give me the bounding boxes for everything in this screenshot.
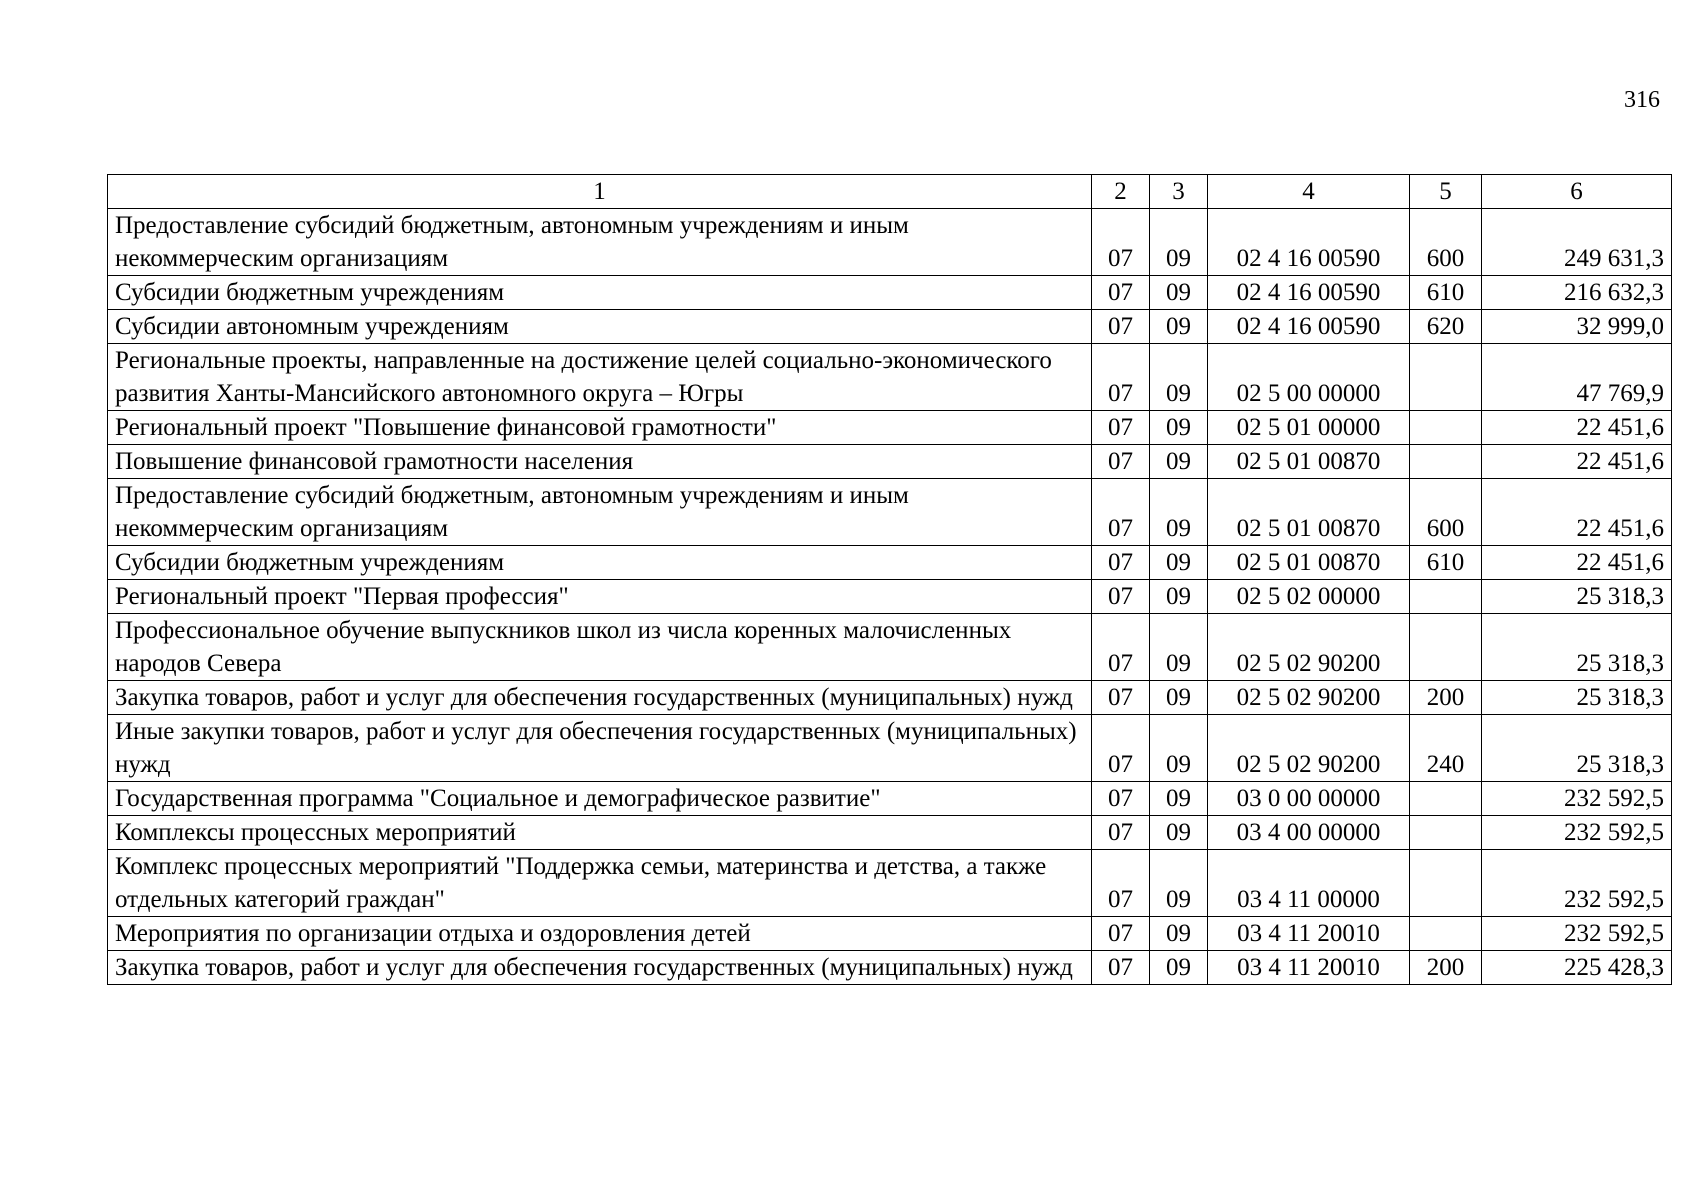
budget-table — [107, 174, 1672, 985]
row-name-cell: Региональный проект "Повышение финансовой грамотности" — [108, 411, 1092, 445]
row-expense-type-cell — [1410, 445, 1482, 479]
row-amount-cell: 22 451,6 — [1482, 445, 1672, 479]
table-row — [108, 310, 1672, 344]
row-amount-cell: 232 592,5 — [1482, 816, 1672, 850]
row-amount-cell: 249 631,3 — [1482, 209, 1672, 276]
row-section-cell: 07 — [1092, 917, 1150, 951]
row-amount-cell: 25 318,3 — [1482, 715, 1672, 782]
row-section-cell: 07 — [1092, 580, 1150, 614]
row-amount-cell: 22 451,6 — [1482, 546, 1672, 580]
row-target-article-cell: 03 4 11 00000 — [1208, 850, 1410, 917]
table-row — [108, 445, 1672, 479]
row-target-article-cell: 03 4 11 20010 — [1208, 917, 1410, 951]
row-expense-type-cell — [1410, 917, 1482, 951]
row-section-cell: 07 — [1092, 951, 1150, 985]
row-name-cell: Субсидии бюджетным учреждениям — [108, 276, 1092, 310]
table-row — [108, 344, 1672, 411]
row-expense-type-cell: 620 — [1410, 310, 1482, 344]
table-row — [108, 850, 1672, 917]
row-name-cell: Повышение финансовой грамотности населения — [108, 445, 1092, 479]
row-expense-type-cell: 600 — [1410, 209, 1482, 276]
table-row — [108, 411, 1672, 445]
row-subsection-cell: 09 — [1150, 715, 1208, 782]
row-expense-type-cell: 610 — [1410, 276, 1482, 310]
row-subsection-cell: 09 — [1150, 344, 1208, 411]
row-expense-type-cell: 240 — [1410, 715, 1482, 782]
row-amount-cell: 25 318,3 — [1482, 580, 1672, 614]
row-section-cell: 07 — [1092, 344, 1150, 411]
row-amount-cell: 225 428,3 — [1482, 951, 1672, 985]
row-subsection-cell: 09 — [1150, 546, 1208, 580]
row-section-cell: 07 — [1092, 209, 1150, 276]
row-section-cell: 07 — [1092, 411, 1150, 445]
row-section-cell: 07 — [1092, 276, 1150, 310]
row-subsection-cell: 09 — [1150, 917, 1208, 951]
row-target-article-cell: 02 4 16 00590 — [1208, 209, 1410, 276]
row-subsection-cell: 09 — [1150, 445, 1208, 479]
row-name-cell: Иные закупки товаров, работ и услуг для обеспечения государственных (муниципальных) нужд — [108, 715, 1092, 782]
row-amount-cell: 232 592,5 — [1482, 782, 1672, 816]
table-row — [108, 715, 1672, 782]
row-name-cell: Закупка товаров, работ и услуг для обеспечения государственных (муниципальных) нужд — [108, 951, 1092, 985]
table-row — [108, 276, 1672, 310]
row-name-cell: Комплекс процессных мероприятий "Поддержка семьи, материнства и детства, а также отдельных категорий граждан" — [108, 850, 1092, 917]
column-header: 4 — [1208, 175, 1410, 209]
row-target-article-cell: 02 5 02 00000 — [1208, 580, 1410, 614]
row-subsection-cell: 09 — [1150, 209, 1208, 276]
row-section-cell: 07 — [1092, 479, 1150, 546]
row-target-article-cell: 02 5 02 90200 — [1208, 614, 1410, 681]
table-row — [108, 614, 1672, 681]
row-expense-type-cell: 200 — [1410, 951, 1482, 985]
row-target-article-cell: 03 4 00 00000 — [1208, 816, 1410, 850]
row-expense-type-cell — [1410, 816, 1482, 850]
row-amount-cell: 22 451,6 — [1482, 411, 1672, 445]
row-expense-type-cell: 600 — [1410, 479, 1482, 546]
row-target-article-cell: 02 5 01 00870 — [1208, 445, 1410, 479]
row-subsection-cell: 09 — [1150, 580, 1208, 614]
row-expense-type-cell: 610 — [1410, 546, 1482, 580]
row-expense-type-cell — [1410, 344, 1482, 411]
row-target-article-cell: 02 4 16 00590 — [1208, 276, 1410, 310]
table-row — [108, 816, 1672, 850]
row-name-cell: Комплексы процессных мероприятий — [108, 816, 1092, 850]
row-section-cell: 07 — [1092, 445, 1150, 479]
row-target-article-cell: 02 5 00 00000 — [1208, 344, 1410, 411]
row-section-cell: 07 — [1092, 310, 1150, 344]
column-header: 5 — [1410, 175, 1482, 209]
row-section-cell: 07 — [1092, 715, 1150, 782]
row-subsection-cell: 09 — [1150, 276, 1208, 310]
row-amount-cell: 25 318,3 — [1482, 681, 1672, 715]
row-target-article-cell: 02 5 02 90200 — [1208, 715, 1410, 782]
row-expense-type-cell — [1410, 411, 1482, 445]
row-name-cell: Субсидии автономным учреждениям — [108, 310, 1092, 344]
row-section-cell: 07 — [1092, 681, 1150, 715]
table-row — [108, 681, 1672, 715]
row-subsection-cell: 09 — [1150, 951, 1208, 985]
column-header: 2 — [1092, 175, 1150, 209]
row-subsection-cell: 09 — [1150, 816, 1208, 850]
row-target-article-cell: 03 4 11 20010 — [1208, 951, 1410, 985]
row-target-article-cell: 02 5 01 00870 — [1208, 546, 1410, 580]
page-number: 316 — [1624, 87, 1660, 113]
row-section-cell: 07 — [1092, 782, 1150, 816]
row-expense-type-cell — [1410, 850, 1482, 917]
row-subsection-cell: 09 — [1150, 479, 1208, 546]
column-header: 1 — [108, 175, 1092, 209]
row-expense-type-cell: 200 — [1410, 681, 1482, 715]
row-amount-cell: 25 318,3 — [1482, 614, 1672, 681]
row-subsection-cell: 09 — [1150, 850, 1208, 917]
row-expense-type-cell — [1410, 614, 1482, 681]
row-section-cell: 07 — [1092, 614, 1150, 681]
table-row — [108, 782, 1672, 816]
row-name-cell: Предоставление субсидий бюджетным, автономным учреждениям и иным некоммерческим организациям — [108, 209, 1092, 276]
table-row — [108, 209, 1672, 276]
table-row — [108, 580, 1672, 614]
row-amount-cell: 22 451,6 — [1482, 479, 1672, 546]
table-row — [108, 546, 1672, 580]
row-name-cell: Мероприятия по организации отдыха и оздоровления детей — [108, 917, 1092, 951]
row-section-cell: 07 — [1092, 546, 1150, 580]
table-header-row — [108, 175, 1672, 209]
row-amount-cell: 32 999,0 — [1482, 310, 1672, 344]
table-row — [108, 917, 1672, 951]
row-name-cell: Субсидии бюджетным учреждениям — [108, 546, 1092, 580]
row-name-cell: Закупка товаров, работ и услуг для обеспечения государственных (муниципальных) нужд — [108, 681, 1092, 715]
row-amount-cell: 216 632,3 — [1482, 276, 1672, 310]
row-subsection-cell: 09 — [1150, 411, 1208, 445]
row-subsection-cell: 09 — [1150, 614, 1208, 681]
row-amount-cell: 232 592,5 — [1482, 850, 1672, 917]
row-name-cell: Региональный проект "Первая профессия" — [108, 580, 1092, 614]
row-subsection-cell: 09 — [1150, 782, 1208, 816]
row-name-cell: Государственная программа "Социальное и демографическое развитие" — [108, 782, 1092, 816]
row-amount-cell: 232 592,5 — [1482, 917, 1672, 951]
row-target-article-cell: 02 5 01 00000 — [1208, 411, 1410, 445]
row-subsection-cell: 09 — [1150, 310, 1208, 344]
table-row — [108, 951, 1672, 985]
row-name-cell: Региональные проекты, направленные на достижение целей социально-экономического развития Ханты-Мансийского автономного округа – Югры — [108, 344, 1092, 411]
row-target-article-cell: 02 4 16 00590 — [1208, 310, 1410, 344]
row-target-article-cell: 03 0 00 00000 — [1208, 782, 1410, 816]
row-expense-type-cell — [1410, 782, 1482, 816]
row-expense-type-cell — [1410, 580, 1482, 614]
column-header: 6 — [1482, 175, 1672, 209]
row-amount-cell: 47 769,9 — [1482, 344, 1672, 411]
row-target-article-cell: 02 5 01 00870 — [1208, 479, 1410, 546]
row-target-article-cell: 02 5 02 90200 — [1208, 681, 1410, 715]
row-name-cell: Профессиональное обучение выпускников школ из числа коренных малочисленных народов Севера — [108, 614, 1092, 681]
table-row — [108, 479, 1672, 546]
row-section-cell: 07 — [1092, 816, 1150, 850]
table-body — [108, 209, 1672, 985]
column-header: 3 — [1150, 175, 1208, 209]
row-section-cell: 07 — [1092, 850, 1150, 917]
row-subsection-cell: 09 — [1150, 681, 1208, 715]
row-name-cell: Предоставление субсидий бюджетным, автономным учреждениям и иным некоммерческим организациям — [108, 479, 1092, 546]
